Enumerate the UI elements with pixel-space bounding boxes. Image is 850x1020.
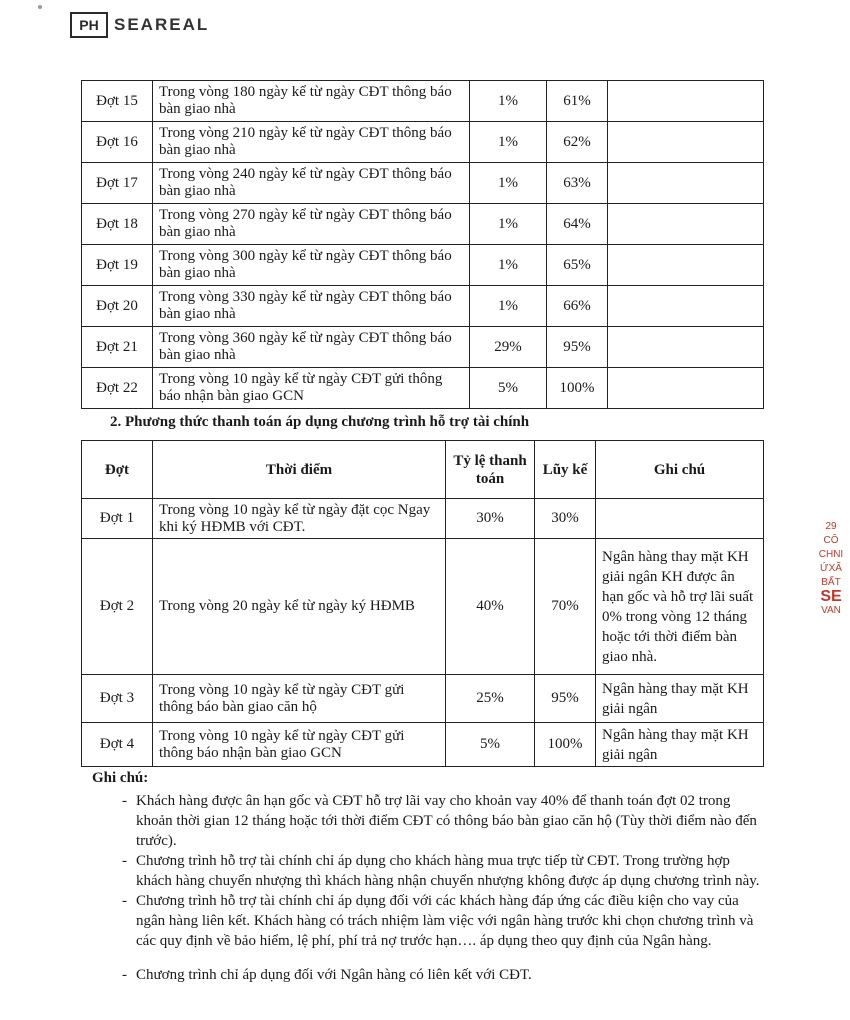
stamp-line: SE bbox=[820, 588, 842, 605]
logo-text: SEAREAL bbox=[114, 15, 210, 34]
time-cell: Trong vòng 10 ngày kể từ ngày CĐT gửi thông báo nhận bàn giao GCN bbox=[153, 723, 446, 767]
time-cell: Trong vòng 300 ngày kể từ ngày CĐT thông báo bàn giao nhà bbox=[153, 245, 470, 286]
header-rate: Tỷ lệ thanh toán bbox=[446, 441, 535, 499]
cumulative-cell: 95% bbox=[547, 327, 608, 368]
rate-cell: 1% bbox=[470, 245, 547, 286]
note-item: - Chương trình hỗ trợ tài chính chỉ áp dụng cho khách hàng mua trực tiếp từ CĐT. Trong trường hợp khách hàng chuyển nhượng thì khách hàng nhận chuyển nhượng không được áp dụng chương trình này. bbox=[118, 851, 768, 891]
rate-cell: 25% bbox=[446, 675, 535, 723]
phase-cell: Đợt 18 bbox=[82, 204, 153, 245]
stamp-line: ỨXÃ bbox=[820, 563, 842, 574]
header-time: Thời điểm bbox=[153, 441, 446, 499]
cumulative-cell: 61% bbox=[547, 81, 608, 122]
header-phase: Đợt bbox=[82, 441, 153, 499]
phase-cell: Đợt 21 bbox=[82, 327, 153, 368]
note-cell bbox=[608, 81, 764, 122]
time-cell: Trong vòng 180 ngày kể từ ngày CĐT thông báo bàn giao nhà bbox=[153, 81, 470, 122]
table-row bbox=[82, 368, 764, 409]
rate-cell: 30% bbox=[446, 499, 535, 539]
table-row bbox=[82, 539, 764, 675]
phase-cell: Đợt 19 bbox=[82, 245, 153, 286]
phase-cell: Đợt 3 bbox=[82, 675, 153, 723]
rate-cell: 1% bbox=[470, 286, 547, 327]
note-cell bbox=[608, 368, 764, 409]
table-row bbox=[82, 286, 764, 327]
table-row bbox=[82, 81, 764, 122]
table-row bbox=[82, 499, 764, 539]
rate-cell: 29% bbox=[470, 327, 547, 368]
notes-list bbox=[118, 791, 768, 985]
stamp-line: CHNI bbox=[818, 549, 844, 560]
cumulative-cell: 70% bbox=[535, 539, 596, 675]
phase-cell: Đợt 16 bbox=[82, 122, 153, 163]
phase-cell: Đợt 17 bbox=[82, 163, 153, 204]
note-cell bbox=[608, 286, 764, 327]
cumulative-cell: 64% bbox=[547, 204, 608, 245]
phase-cell: Đợt 4 bbox=[82, 723, 153, 767]
table-row bbox=[82, 327, 764, 368]
rate-cell: 1% bbox=[470, 204, 547, 245]
phase-cell: Đợt 22 bbox=[82, 368, 153, 409]
table-row bbox=[82, 163, 764, 204]
note-cell bbox=[608, 163, 764, 204]
note-cell: Ngân hàng thay mặt KH giải ngân bbox=[596, 675, 764, 723]
cumulative-cell: 62% bbox=[547, 122, 608, 163]
table-row bbox=[82, 723, 764, 767]
section-2-title: 2. Phương thức thanh toán áp dụng chương trình hỗ trợ tài chính bbox=[110, 414, 530, 430]
header-cumulative: Lũy kế bbox=[535, 441, 596, 499]
financial-support-table bbox=[81, 440, 764, 767]
stamp-line: BẤT bbox=[821, 577, 841, 588]
cumulative-cell: 66% bbox=[547, 286, 608, 327]
phase-cell: Đợt 15 bbox=[82, 81, 153, 122]
cumulative-cell: 30% bbox=[535, 499, 596, 539]
company-logo bbox=[70, 12, 209, 38]
rate-cell: 1% bbox=[470, 163, 547, 204]
cumulative-cell: 65% bbox=[547, 245, 608, 286]
header-note: Ghi chú bbox=[596, 441, 764, 499]
cumulative-cell: 100% bbox=[535, 723, 596, 767]
stamp-line: 29 bbox=[825, 521, 837, 532]
cumulative-cell: 100% bbox=[547, 368, 608, 409]
time-cell: Trong vòng 210 ngày kể từ ngày CĐT thông báo bàn giao nhà bbox=[153, 122, 470, 163]
note-cell bbox=[608, 204, 764, 245]
cumulative-cell: 63% bbox=[547, 163, 608, 204]
notes-title: Ghi chú: bbox=[92, 770, 149, 786]
time-cell: Trong vòng 10 ngày kể từ ngày CĐT gửi thông báo nhận bàn giao GCN bbox=[153, 368, 470, 409]
note-cell bbox=[608, 122, 764, 163]
rate-cell: 5% bbox=[446, 723, 535, 767]
table-header-row bbox=[82, 441, 764, 499]
stamp-line: VAN bbox=[821, 605, 841, 616]
table-row bbox=[82, 204, 764, 245]
stamp-line: CÔ bbox=[823, 535, 839, 546]
phase-cell: Đợt 2 bbox=[82, 539, 153, 675]
note-cell: Ngân hàng thay mặt KH giải ngân KH được ân hạn gốc và hỗ trợ lãi suất 0% trong vòng 12 tháng hoặc tới thời điểm bàn giao nhà. bbox=[596, 539, 764, 675]
cumulative-cell: 95% bbox=[535, 675, 596, 723]
rate-cell: 5% bbox=[470, 368, 547, 409]
rate-cell: 1% bbox=[470, 81, 547, 122]
phase-cell: Đợt 20 bbox=[82, 286, 153, 327]
table-row bbox=[82, 245, 764, 286]
note-cell bbox=[596, 499, 764, 539]
table-row bbox=[82, 675, 764, 723]
time-cell: Trong vòng 360 ngày kể từ ngày CĐT thông báo bàn giao nhà bbox=[153, 327, 470, 368]
time-cell: Trong vòng 20 ngày kể từ ngày ký HĐMB bbox=[153, 539, 446, 675]
time-cell: Trong vòng 330 ngày kể từ ngày CĐT thông báo bàn giao nhà bbox=[153, 286, 470, 327]
rate-cell: 1% bbox=[470, 122, 547, 163]
note-cell: Ngân hàng thay mặt KH giải ngân bbox=[596, 723, 764, 767]
note-item: - Khách hàng được ân hạn gốc và CĐT hỗ trợ lãi vay cho khoản vay 40% để thanh toán đợt 02 trong khoản thời gian 12 tháng hoặc tới thời điểm CĐT có thông báo bàn giao căn hộ (Tùy thời điểm nào đến trước). bbox=[118, 791, 768, 851]
note-item: - Chương trình chỉ áp dụng đối với Ngân hàng có liên kết với CĐT. bbox=[118, 965, 768, 985]
time-cell: Trong vòng 10 ngày kể từ ngày đặt cọc Ngay khi ký HĐMB với CĐT. bbox=[153, 499, 446, 539]
payment-schedule-table bbox=[81, 80, 764, 409]
time-cell: Trong vòng 270 ngày kể từ ngày CĐT thông báo bàn giao nhà bbox=[153, 204, 470, 245]
corner-dot bbox=[38, 5, 42, 9]
phase-cell: Đợt 1 bbox=[82, 499, 153, 539]
note-item: - Chương trình hỗ trợ tài chính chỉ áp dụng đối với các khách hàng đáp ứng các điều kiện cho vay của ngân hàng liên kết. Khách hàng có trách nhiệm làm việc với ngân hàng trước khi chọn chương trình và các quy định về bảo hiểm, lệ phí, phí trả nợ trước hạn…. áp dụng theo quy định của Ngân hàng. bbox=[118, 891, 768, 951]
rate-cell: 40% bbox=[446, 539, 535, 675]
table-row bbox=[82, 122, 764, 163]
note-cell bbox=[608, 327, 764, 368]
company-stamp bbox=[812, 520, 850, 660]
time-cell: Trong vòng 10 ngày kể từ ngày CĐT gửi thông báo bàn giao căn hộ bbox=[153, 675, 446, 723]
note-cell bbox=[608, 245, 764, 286]
time-cell: Trong vòng 240 ngày kể từ ngày CĐT thông báo bàn giao nhà bbox=[153, 163, 470, 204]
logo-mark: PH bbox=[70, 12, 108, 38]
